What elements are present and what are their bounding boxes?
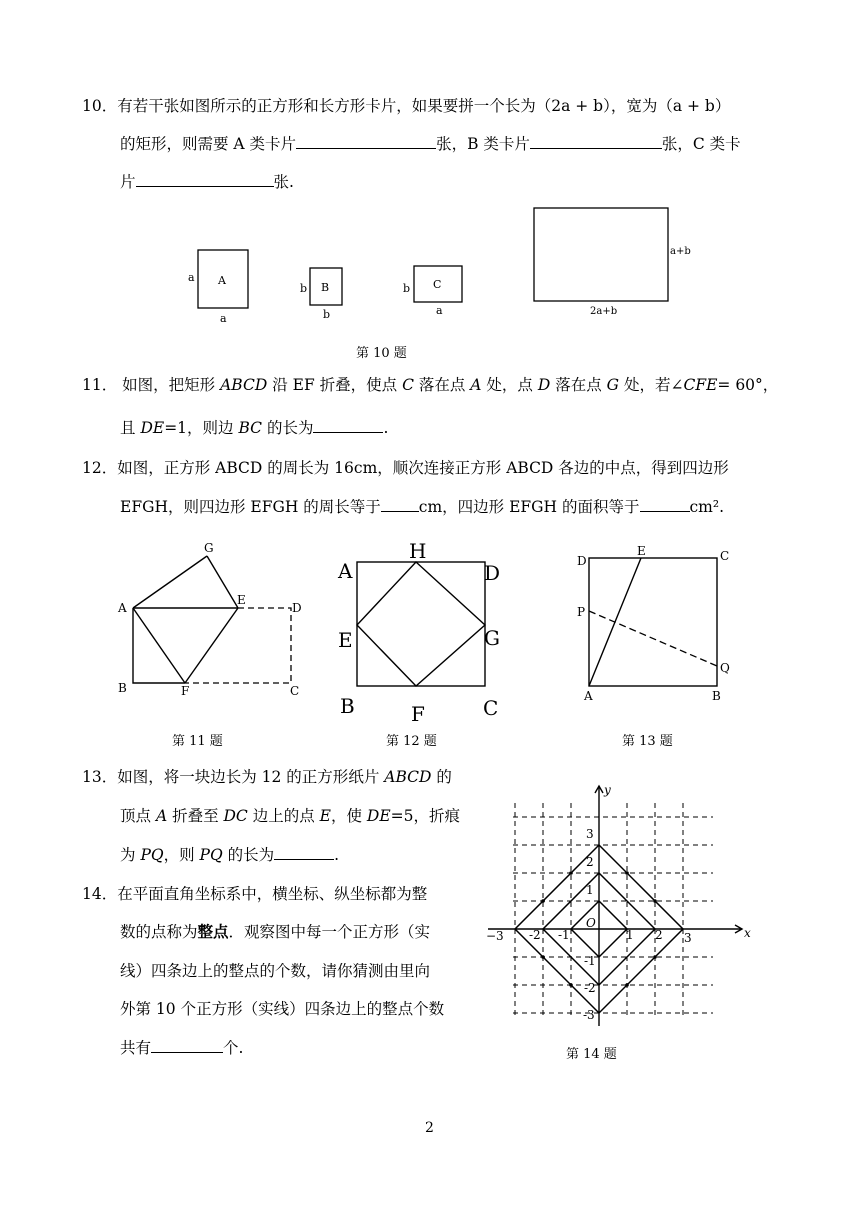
q10-answer-blank-b[interactable]	[530, 134, 662, 149]
q13-text: 为	[120, 846, 141, 864]
q14-lattice-dot	[653, 955, 657, 959]
q14-answer-blank[interactable]	[151, 1038, 223, 1053]
card-c-label: C	[433, 278, 442, 291]
q13-text: 的长为	[222, 846, 275, 864]
q14-figure	[480, 778, 760, 1038]
q10-line2	[120, 134, 741, 154]
q10-text-2b: 张，B 类卡片	[436, 135, 530, 153]
q14-text: 共有	[120, 1039, 152, 1057]
card-c-bottom: a	[436, 304, 443, 317]
q11-label-f: F	[181, 684, 190, 698]
q10-text-3b: 张.	[273, 173, 294, 191]
q12-label-e: E	[338, 628, 353, 652]
q11-line2	[120, 418, 388, 438]
q14-ytick: 3	[586, 827, 594, 841]
q11-g: G	[606, 376, 620, 394]
q12-answer-blank-area[interactable]	[640, 497, 690, 512]
q12-text-1: 如图，正方形 ABCD 的周长为 16cm，顺次连接正方形 ABCD 各边的中点，得到四边形	[117, 459, 729, 477]
q13-text: ，则	[163, 846, 200, 864]
q11-caption: 第 11 题	[172, 734, 223, 749]
q14-ytick: -3	[583, 1008, 595, 1022]
q11-d: D	[537, 376, 551, 394]
q12-text: .	[719, 498, 725, 516]
q12-label-b: B	[340, 694, 355, 718]
q14-text: ．观察图中每一个正方形（实	[228, 923, 431, 941]
q12-label-h: H	[409, 539, 427, 563]
card-c-side: b	[403, 282, 411, 295]
q14-origin-label: O	[586, 916, 596, 930]
q14-bold-term: 整点	[197, 922, 229, 941]
q11-dashed-outline	[185, 608, 291, 683]
q14-line4	[120, 999, 444, 1019]
q11-a: A	[470, 376, 482, 394]
big-rect-side: a+b	[670, 246, 691, 257]
q10-number: 10．	[82, 97, 118, 115]
q10-line3	[120, 172, 294, 192]
card-a-side: a	[188, 271, 195, 284]
q14-text: 个.	[223, 1039, 244, 1057]
q12-line2	[120, 497, 724, 517]
q14-xtick: 2	[655, 928, 663, 942]
q14-ytick: -1	[584, 954, 596, 968]
q12-label-g: G	[484, 626, 500, 650]
q14-lattice-dot	[569, 983, 573, 987]
q13-text: 折叠至	[167, 807, 224, 825]
q14-caption: 第 14 题	[566, 1047, 617, 1062]
q14-xtick: 1	[626, 928, 634, 942]
q14-text: 线）四条边上的整点的个数，请你猜测由里向	[120, 962, 431, 980]
q10-text-2a: 的矩形，则需要 A 类卡片	[120, 135, 297, 153]
q13-text: 的	[431, 768, 452, 786]
big-rect-shape	[534, 208, 668, 301]
q13-label-a: A	[584, 689, 593, 703]
q12-figure	[332, 538, 512, 724]
q12-text: EFGH，则四边形 EFGH 的周长等于	[120, 498, 381, 516]
q13-line3	[120, 845, 339, 865]
q11-text: 处，若∠	[619, 376, 684, 394]
q12-text: cm²	[689, 498, 720, 516]
q11-label-d: D	[292, 601, 302, 615]
q10-text-3a: 片	[120, 173, 136, 191]
q11-label-a: A	[118, 601, 127, 615]
q13-text: =5，折痕	[390, 807, 461, 825]
q14-xtick: -1	[558, 928, 570, 942]
q11-label-e: E	[237, 593, 246, 607]
q12-caption: 第 12 题	[386, 734, 437, 749]
q14-y-label: y	[604, 783, 611, 797]
card-a-bottom: a	[220, 312, 227, 325]
q14-lattice-dot	[625, 871, 629, 875]
q13-square	[589, 558, 717, 686]
q13-text: 边上的点	[247, 807, 320, 825]
q11-figure	[110, 538, 310, 698]
q10-line1	[82, 96, 730, 116]
q12-label-d: D	[484, 561, 501, 585]
q14-line2	[120, 922, 430, 942]
q11-text: 落在点	[550, 376, 607, 394]
q12-number: 12．	[82, 459, 118, 477]
q14-xtick: -2	[529, 928, 541, 942]
q14-line3	[120, 961, 430, 981]
q10-text-2c: 张，C 类卡	[661, 135, 741, 153]
q13-figure	[570, 538, 740, 708]
q13-dc: DC	[223, 807, 248, 825]
q13-de: DE	[366, 807, 391, 825]
q10-caption: 第 10 题	[356, 346, 407, 361]
q11-text: 如图，把矩形	[122, 376, 221, 394]
q10-answer-blank-a[interactable]	[296, 134, 436, 149]
page-number: 2	[425, 1120, 434, 1136]
q14-ytick: 1	[586, 883, 594, 897]
q11-cfe: CFE	[683, 376, 718, 394]
q14-lattice-dot	[569, 871, 573, 875]
q13-label-q: Q	[720, 661, 730, 675]
q13-text: 如图，将一块边长为 12 的正方形纸片	[117, 768, 385, 786]
q13-line1	[82, 767, 452, 787]
q13-label-b: B	[712, 689, 721, 703]
q14-number: 14．	[82, 885, 118, 903]
q13-line2	[120, 806, 460, 826]
q11-text: = 60°，	[717, 376, 779, 394]
q12-label-f: F	[411, 702, 425, 724]
q11-text: 的长为	[262, 419, 314, 437]
q11-label-g: G	[204, 541, 214, 555]
q11-label-b: B	[118, 681, 127, 695]
q13-a: A	[155, 807, 168, 825]
q13-label-c: C	[720, 549, 730, 563]
q12-outer-square	[357, 562, 485, 686]
q10-answer-blank-c[interactable]	[136, 172, 274, 187]
q12-label-c: C	[483, 696, 499, 720]
q12-inner-square	[357, 562, 485, 686]
card-b-bottom: b	[323, 308, 331, 321]
q11-answer-blank[interactable]	[313, 418, 383, 433]
q11-label-c: C	[290, 684, 300, 698]
q13-caption: 第 13 题	[622, 734, 673, 749]
q14-xtick: −3	[486, 929, 504, 943]
q14-ytick: -2	[584, 981, 596, 995]
q11-text: 处，点	[481, 376, 538, 394]
q13-pq: PQ	[199, 846, 223, 864]
q11-text: =1，则边	[164, 419, 239, 437]
q13-number: 13．	[82, 768, 118, 786]
q13-label-p: P	[577, 605, 586, 619]
q11-de: DE	[140, 419, 165, 437]
q14-x-label: x	[744, 926, 751, 940]
q12-text: cm，四边形 EFGH 的面积等于	[418, 498, 640, 516]
q13-text: ，使	[330, 807, 367, 825]
q14-lattice-dot	[625, 983, 629, 987]
q11-c: C	[402, 376, 414, 394]
q14-text: 数的点称为	[120, 923, 198, 941]
q11-line1	[82, 375, 778, 395]
q13-e: E	[319, 807, 331, 825]
q14-lattice-dot	[541, 899, 545, 903]
q14-xtick: 3	[684, 931, 692, 945]
q11-bc: BC	[238, 419, 263, 437]
q12-line1	[82, 458, 729, 478]
q13-label-e: E	[637, 544, 646, 558]
q13-label-d: D	[577, 554, 587, 568]
q11-text: 落在点	[413, 376, 471, 394]
q13-text: 顶点	[120, 807, 156, 825]
card-b-label: B	[321, 281, 330, 294]
big-rect-bottom: 2a+b	[590, 306, 618, 317]
q13-pq: PQ	[140, 846, 164, 864]
q10-text-1: 有若干张如图所示的正方形和长方形卡片，如果要拼一个长为（2a + b），宽为（a + b）	[117, 97, 731, 115]
q11-text: 沿 EF 折叠，使点	[267, 376, 403, 394]
q11-text: .	[383, 419, 389, 437]
q11-number: 11．	[82, 376, 118, 394]
q14-ytick: 2	[586, 855, 594, 869]
q14-line1	[82, 884, 427, 904]
q14-text: 外第 10 个正方形（实线）四条边上的整点个数	[120, 1000, 445, 1018]
q13-abcd: ABCD	[384, 768, 432, 786]
q14-lattice-dot	[653, 899, 657, 903]
q14-lattice-dot	[541, 955, 545, 959]
q11-text: 且	[120, 419, 141, 437]
q11-abcd: ABCD	[220, 376, 268, 394]
q13-answer-blank[interactable]	[274, 845, 334, 860]
q14-line5	[120, 1038, 243, 1058]
q10-figure	[180, 200, 700, 330]
q14-grid	[513, 803, 713, 1016]
q14-text: 在平面直角坐标系中，横坐标、纵坐标都为整	[117, 885, 428, 903]
q13-text: .	[334, 846, 340, 864]
q12-label-a: A	[338, 559, 353, 583]
card-a-label: A	[218, 274, 226, 287]
q12-answer-blank-perimeter[interactable]	[381, 497, 419, 512]
card-b-side: b	[300, 282, 308, 295]
